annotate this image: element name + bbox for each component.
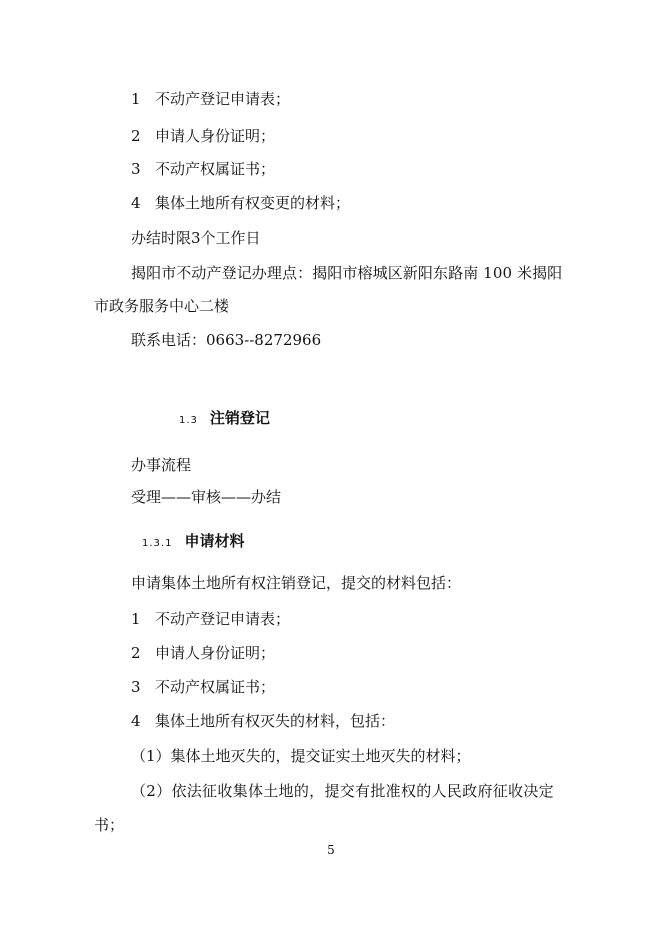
list-item: [131, 711, 395, 731]
list-item-text: 不动产权属证书；: [155, 160, 276, 178]
list-item-text: 集体土地所有权灭失的材料，包括：: [155, 712, 396, 730]
list-item-text: 集体土地所有权变更的材料；: [155, 194, 351, 212]
subsection-number: 1.3.1: [142, 538, 173, 549]
time-limit: 办结时限3个工作日: [131, 229, 261, 247]
list-item: [131, 677, 275, 697]
page-number: 5: [327, 843, 335, 857]
location-line-1: 揭阳市不动产登记办理点：揭阳市榕城区新阳东路南 100 米揭阳: [131, 264, 563, 282]
subsection-heading: [142, 531, 244, 554]
sub-item-1: （1）集体土地灭失的，提交证实土地灭失的材料；: [131, 747, 471, 765]
list-item: [131, 643, 275, 663]
list-item-number: 1: [131, 610, 141, 628]
list-item-text: 不动产权属证书；: [155, 678, 276, 696]
sub-item-2-line-2: 书；: [94, 816, 125, 834]
list-item-number: 4: [131, 712, 141, 730]
subsection-title: 申请材料: [184, 532, 245, 550]
list-item-text: 不动产登记申请表；: [155, 610, 291, 628]
sub-item-2-line-1: （2）依法征收集体土地的，提交有批准权的人民政府征收决定: [131, 782, 554, 800]
list-item-text: 不动产登记申请表；: [155, 90, 291, 108]
list-item-text: 申请人身份证明；: [155, 644, 276, 662]
location-line-2: 市政务服务中心二楼: [94, 297, 230, 315]
list-item: [131, 193, 350, 213]
section-number: 1.3: [179, 415, 198, 426]
list-item-number: 1: [131, 90, 141, 108]
intro-text: 申请集体土地所有权注销登记，提交的材料包括：: [131, 574, 462, 592]
list-item-number: 4: [131, 194, 141, 212]
list-item-text: 申请人身份证明；: [155, 127, 276, 145]
list-item: [131, 609, 290, 629]
list-item-number: 2: [131, 644, 141, 662]
list-item: [131, 89, 290, 109]
flow-steps: 受理——审核——办结: [131, 488, 282, 506]
flow-label: 办事流程: [131, 456, 192, 474]
section-heading: [179, 408, 270, 431]
phone-line: 联系电话：0663--8272966: [131, 331, 322, 349]
section-title: 注销登记: [209, 409, 270, 427]
list-item-number: 2: [131, 127, 141, 145]
list-item-number: 3: [131, 678, 141, 696]
list-item: [131, 159, 275, 179]
list-item-number: 3: [131, 160, 141, 178]
list-item: [131, 126, 275, 146]
